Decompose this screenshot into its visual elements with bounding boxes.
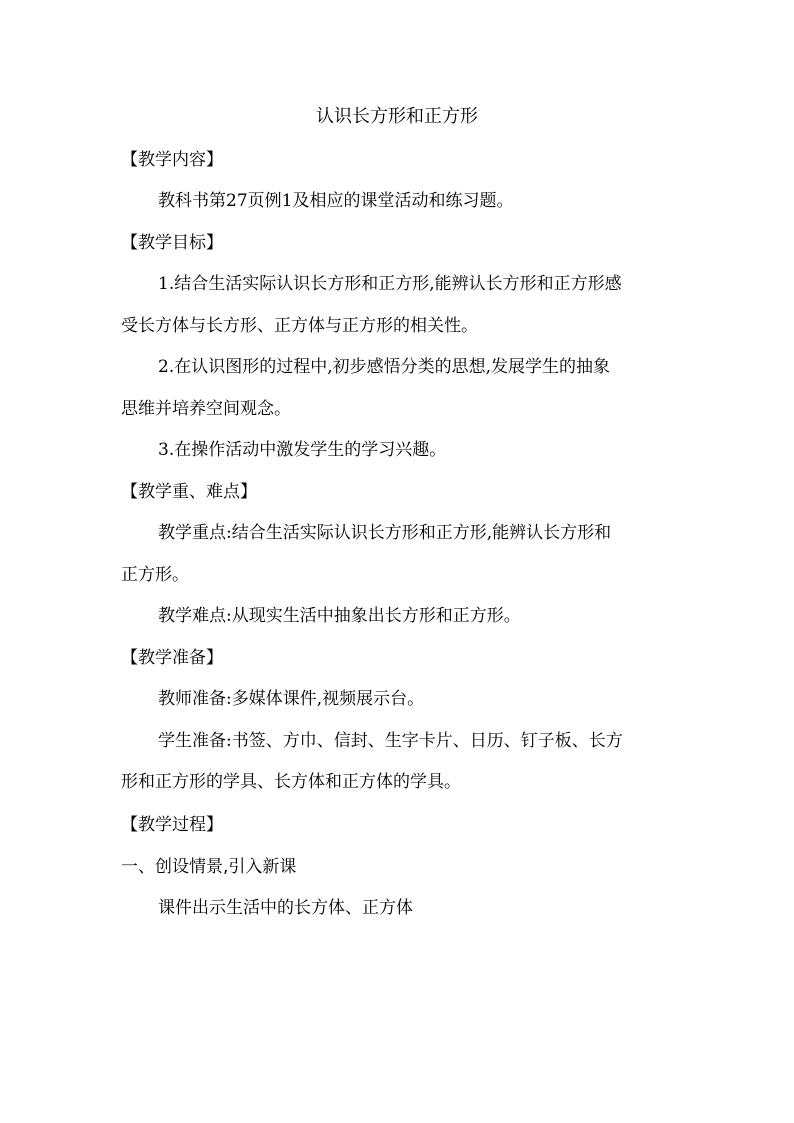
goal-item-3: 3.在操作活动中激发学生的学习兴趣。 <box>158 440 447 460</box>
section-heading-preparation: 【教学准备】 <box>121 648 223 668</box>
section-heading-key-points: 【教学重、难点】 <box>121 482 257 502</box>
student-preparation-line-1: 学生准备:书签、方巾、信封、生字卡片、日历、钉子板、长方 <box>158 731 623 751</box>
content-paragraph: 教科书第27页例1及相应的课堂活动和练习题。 <box>158 191 514 211</box>
focus-line-2: 正方形。 <box>121 565 189 585</box>
goal-item-2-line-1: 2.在认识图形的过程中,初步感悟分类的思想,发展学生的抽象 <box>158 357 611 377</box>
section-heading-content: 【教学内容】 <box>121 150 223 170</box>
process-step-1-heading: 一、创设情景,引入新课 <box>121 857 297 877</box>
focus-line-1: 教学重点:结合生活实际认识长方形和正方形,能辨认长方形和 <box>158 523 612 543</box>
section-heading-goals: 【教学目标】 <box>121 233 223 253</box>
process-step-1-text: 课件出示生活中的长方体、正方体 <box>158 898 413 918</box>
goal-item-2-line-2: 思维并培养空间观念。 <box>121 399 291 419</box>
section-heading-process: 【教学过程】 <box>121 815 223 835</box>
difficulty-line: 教学难点:从现实生活中抽象出长方形和正方形。 <box>158 606 521 626</box>
goal-item-1-line-1: 1.结合生活实际认识长方形和正方形,能辨认长方形和正方形感 <box>158 274 622 294</box>
document-title: 认识长方形和正方形 <box>316 106 478 127</box>
goal-item-1-line-2: 受长方体与长方形、正方体与正方形的相关性。 <box>121 316 478 336</box>
teacher-preparation: 教师准备:多媒体课件,视频展示台。 <box>158 689 425 709</box>
student-preparation-line-2: 形和正方形的学具、长方体和正方体的学具。 <box>121 772 461 792</box>
